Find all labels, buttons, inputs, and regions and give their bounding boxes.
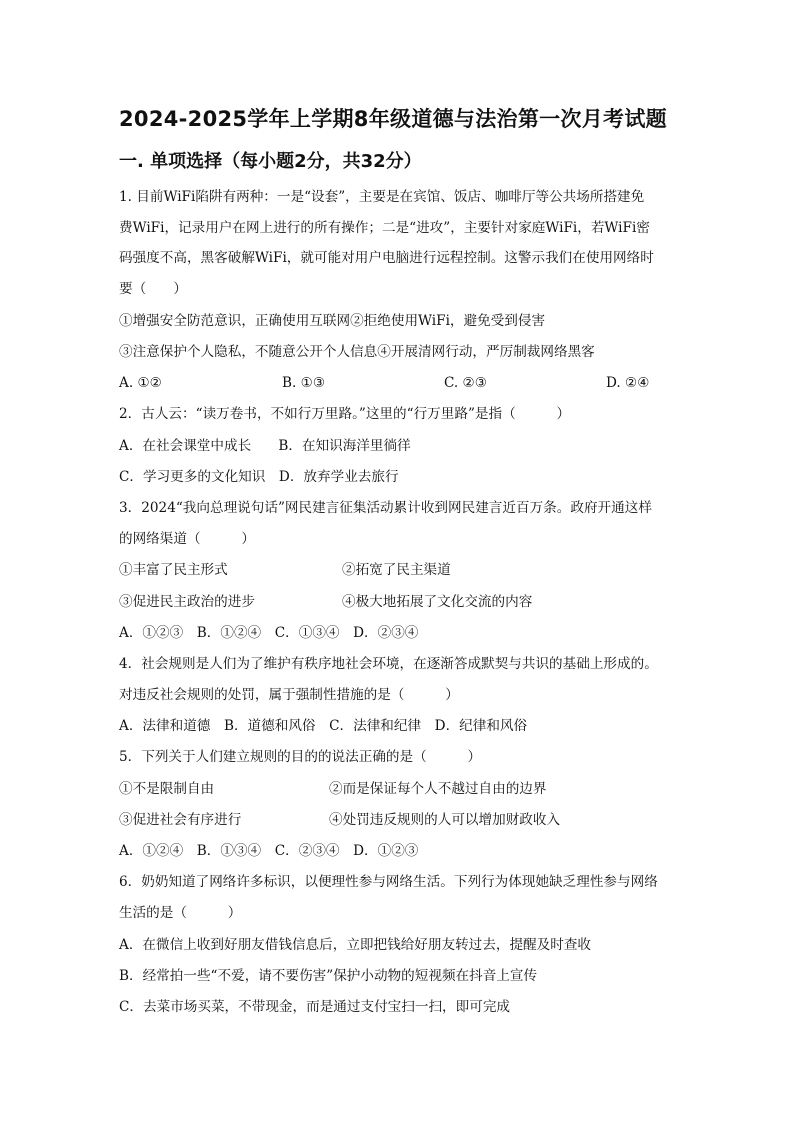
q3-item: ②拓宽了民主渠道 [342,562,451,578]
q3-item: ④极大地拓展了文化交流的内容 [342,594,533,610]
q6-stem: 6．奶奶知道了网络许多标识，以便理性参与网络生活。下列行为体现她缺乏理性参与网络 [119,874,658,890]
q5-item: ③促进社会有序进行 [119,812,242,828]
q1-option-a: A. ①② [119,375,162,391]
q4-stem: 对违反社会规则的处罚，属于强制性措施的是（ ） [119,687,459,703]
q6-option-b: B．经常拍一些“不爱，请不要伤害”保护小动物的短视频在抖音上宣传 [119,968,538,984]
q4-answers: A．法律和道德 B．道德和风俗 C．法律和纪律 D．纪律和风俗 [119,718,528,734]
q5-item: ④处罚违反规则的人可以增加财政收入 [329,812,561,828]
q3-stem: 的网络渠道（ ） [119,531,255,547]
q1-line: 费WiFi，记录用户在网上进行的所有操作；二是“进攻”，主要针对家庭WiFi，若WiFi密 [119,220,650,236]
q1-statement: ③注意保护个人隐私，不随意公开个人信息④开展清网行动，严厉制裁网络黑客 [119,344,595,360]
q1-option-b: B. ①③ [282,375,326,391]
q5-answers: A．①②④ B．①③④ C．②③④ D．①②③ [119,843,419,859]
q1-option-c: C. ②③ [444,375,487,391]
q6-option-a: A．在微信上收到好朋友借钱信息后，立即把钱给好朋友转过去，提醒及时查收 [119,937,592,953]
q2-options: C．学习更多的文化知识 D．放弃学业去旅行 [119,469,399,485]
q3-item: ③促进民主政治的进步 [119,594,255,610]
q5-stem: 5．下列关于人们建立规则的目的的说法正确的是（ ） [119,749,482,765]
q5-item: ②而是保证每个人不越过自由的边界 [329,781,547,797]
q2-options: A．在社会课堂中成长 B．在知识海洋里徜徉 [119,438,411,454]
q4-stem: 4．社会规则是人们为了维护有秩序地社会环境，在逐渐答成默契与共识的基础上形成的。 [119,656,658,672]
q1-line: 要（ ） [119,281,187,297]
q6-option-c: C．去菜市场买菜，不带现金，而是通过支付宝扫一扫，即可完成 [119,999,511,1015]
q1-statement: ①增强安全防范意识，正确使用互联网②拒绝使用WiFi，避免受到侵害 [119,313,546,329]
q1-option-d: D. ②④ [606,375,650,391]
exam-title: 2024-2025学年上学期8年级道德与法治第一次月考试题 [119,107,667,131]
q3-item: ①丰富了民主形式 [119,562,228,578]
q3-stem: 3．2024“我向总理说句话”网民建言征集活动累计收到网民建言近百万条。政府开通这样 [119,500,652,516]
section-heading: 一. 单项选择（每小题2分，共32分） [119,151,422,172]
q6-stem: 生活的是（ ） [119,905,242,921]
q1-line: 码强度不高，黑客破解WiFi，就可能对用户电脑进行远程控制。这警示我们在使用网络时 [119,250,654,266]
q1-line: 1. 目前WiFi陷阱有两种：一是“设套”，主要是在宾馆、饭店、咖啡厅等公共场所搭建免 [119,189,645,205]
q2-stem: 2．古人云：“读万卷书，不如行万里路。”这里的“行万里路”是指（ ） [119,406,571,422]
q3-answers: A．①②③ B．①②④ C．①③④ D．②③④ [119,625,419,641]
q5-item: ①不是限制自由 [119,781,215,797]
